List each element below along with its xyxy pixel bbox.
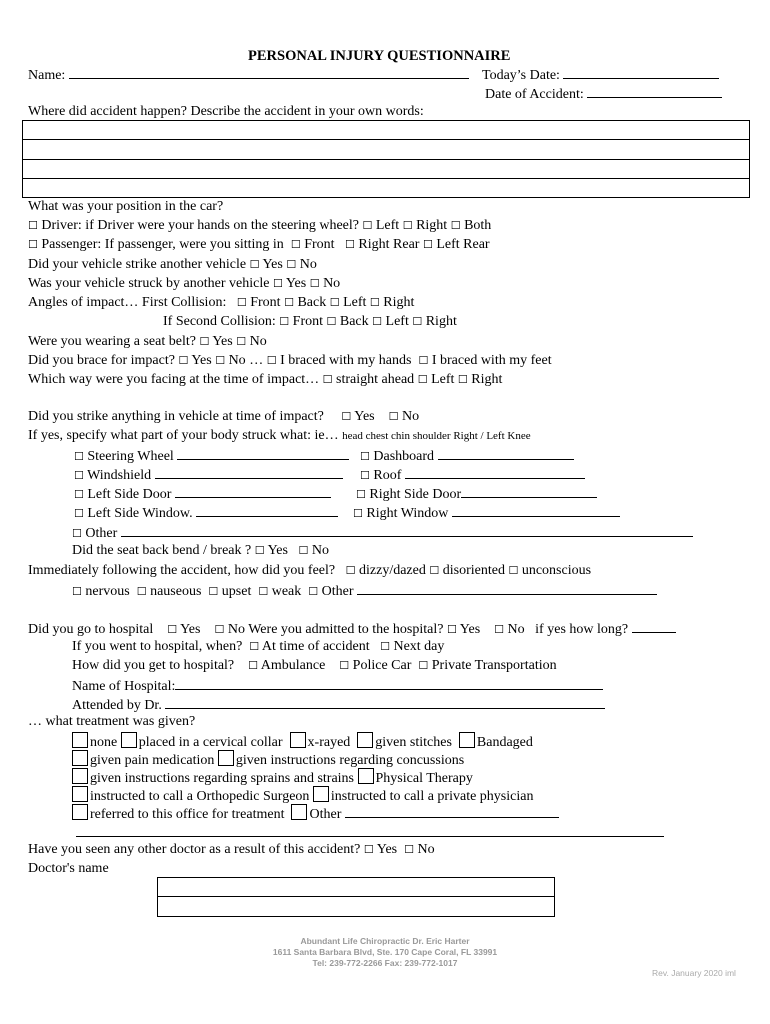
footer-line-2: 1611 Santa Barbara Blvd, Ste. 170 Cape Coral, FL 33991 <box>272 947 498 957</box>
other-item <box>72 524 693 542</box>
facing-label: Which way were you facing at the time of impact… <box>28 372 320 387</box>
body-struck-hint: head chest chin shoulder Right / Left Knee <box>342 430 531 442</box>
no-label: No <box>299 257 317 272</box>
upset-checkbox[interactable]: ☐ <box>208 585 219 598</box>
right-label: Right <box>425 314 457 329</box>
other-treatment-label: Other <box>309 807 342 822</box>
no-label: No <box>249 334 267 349</box>
ambulance-label: Ambulance <box>260 658 326 673</box>
feet-label: I braced with my feet <box>431 353 552 368</box>
left-rear-checkbox[interactable]: ☐ <box>422 238 433 251</box>
first-collision-label: Angles of impact… First Collision: <box>28 295 227 310</box>
pain-med-label: given pain medication <box>90 753 215 768</box>
name-label: Name: <box>28 68 66 83</box>
weak-checkbox[interactable]: ☐ <box>258 585 269 598</box>
left-side-door-checkbox[interactable]: ☐ <box>74 488 84 501</box>
physical-label: Physical Therapy <box>375 771 473 786</box>
accident-date-row <box>485 85 722 103</box>
strike-another-row <box>28 257 317 273</box>
yes-label: Yes <box>180 622 201 637</box>
unconscious-label: unconscious <box>521 563 592 578</box>
no-checkbox[interactable]: ☐ <box>298 544 309 557</box>
page-title: PERSONAL INJURY QUESTIONNAIRE <box>248 48 511 64</box>
yes-checkbox[interactable]: ☐ <box>167 623 178 636</box>
strike-anything-label: Did you strike anything in vehicle at time of impact? <box>28 409 324 424</box>
left-label: Left <box>385 314 409 329</box>
dashboard-field[interactable] <box>438 447 574 460</box>
seat-belt-label: Were you wearing a seat belt? <box>28 334 196 349</box>
straight-checkbox[interactable]: ☐ <box>322 373 333 386</box>
driver-label: Driver: if Driver were your hands on the steering wheel? <box>41 218 359 233</box>
other-label: Other <box>85 526 118 541</box>
both-label: Both <box>464 218 492 233</box>
steering-wheel-item <box>74 447 349 465</box>
dashboard-label: Dashboard <box>373 449 435 464</box>
treatment-row-1 <box>72 732 533 751</box>
front-checkbox[interactable]: ☐ <box>279 315 290 328</box>
second-collision-label: If Second Collision: <box>163 314 276 329</box>
weak-label: weak <box>271 584 302 599</box>
seat-back-row <box>72 543 329 559</box>
right-rear-label: Right Rear <box>358 237 420 252</box>
left-side-door-label: Left Side Door <box>87 487 172 502</box>
treatment-row-4 <box>72 786 533 805</box>
left-side-window-item <box>74 504 338 522</box>
accident-date-field[interactable] <box>587 85 722 98</box>
referred-checkbox[interactable] <box>72 804 88 820</box>
no-checkbox[interactable]: ☐ <box>214 623 225 636</box>
other-doctor-label: Have you seen any other doctor as a result of this accident? <box>28 842 361 857</box>
yes-checkbox[interactable]: ☐ <box>446 623 457 636</box>
yes-checkbox[interactable]: ☐ <box>199 335 210 348</box>
no-label: No <box>311 543 329 558</box>
private-transport-label: Private Transportation <box>431 658 557 673</box>
right-rear-checkbox[interactable]: ☐ <box>345 238 355 251</box>
how-long-field[interactable] <box>632 620 676 633</box>
no-label: No <box>323 276 341 291</box>
treatment-row-3 <box>72 768 473 787</box>
roof-label: Roof <box>373 468 402 483</box>
facing-row <box>28 372 502 388</box>
disoriented-checkbox[interactable]: ☐ <box>429 564 440 577</box>
other-treatment-checkbox[interactable] <box>291 804 307 820</box>
passenger-checkbox[interactable]: ☐ <box>28 238 38 251</box>
strike-anything-row <box>28 409 419 425</box>
left-rear-label: Left Rear <box>436 237 490 252</box>
left-side-door-item <box>74 485 331 503</box>
sprains-label: given instructions regarding sprains and strains <box>90 771 355 786</box>
driver-row <box>28 218 491 234</box>
referred-label: referred to this office for treatment <box>90 807 285 822</box>
pain-med-checkbox[interactable] <box>72 750 88 766</box>
right-window-item <box>353 504 620 522</box>
at-time-label: At time of accident <box>261 639 370 654</box>
yes-label: Yes <box>459 622 481 637</box>
no-label: No <box>417 842 435 857</box>
steering-wheel-label: Steering Wheel <box>87 449 174 464</box>
seat-back-label: Did the seat back bend / break ? <box>72 543 252 558</box>
right-label: Right <box>416 218 448 233</box>
dizzy-checkbox[interactable]: ☐ <box>345 564 356 577</box>
back-label: Back <box>339 314 369 329</box>
other-doctor-row <box>28 842 435 858</box>
yes-label: Yes <box>376 842 398 857</box>
yes-label: Yes <box>285 276 307 291</box>
attended-row <box>72 696 605 714</box>
nervous-label: nervous <box>85 584 130 599</box>
accident-date-label: Date of Accident: <box>485 87 584 102</box>
left-side-window-field[interactable] <box>196 504 338 517</box>
straight-label: straight ahead <box>336 372 415 387</box>
windshield-label: Windshield <box>87 468 152 483</box>
front-label: Front <box>292 314 323 329</box>
right-checkbox[interactable]: ☐ <box>412 315 423 328</box>
how-long-label: if yes how long? <box>535 622 629 637</box>
hospital-name-row <box>72 677 603 695</box>
right-checkbox[interactable]: ☐ <box>457 373 468 386</box>
yes-checkbox[interactable]: ☐ <box>272 277 283 290</box>
steering-wheel-checkbox[interactable]: ☐ <box>74 450 84 463</box>
dizzy-label: dizzy/dazed <box>359 563 426 578</box>
yes-checkbox[interactable]: ☐ <box>363 843 374 856</box>
collar-label: placed in a cervical collar <box>138 735 283 750</box>
seat-belt-row <box>28 334 267 350</box>
yes-checkbox[interactable]: ☐ <box>341 410 352 423</box>
no-checkbox[interactable]: ☐ <box>236 335 247 348</box>
front-label: Front <box>250 295 281 310</box>
struck-by-label: Was your vehicle struck by another vehicle <box>28 276 270 291</box>
sprains-checkbox[interactable] <box>72 768 88 784</box>
no-label: No <box>507 622 525 637</box>
left-checkbox[interactable]: ☐ <box>362 219 373 232</box>
dashboard-item <box>360 447 574 465</box>
no-checkbox[interactable]: ☐ <box>404 843 414 856</box>
bandaged-label: Bandaged <box>476 735 533 750</box>
dashboard-checkbox[interactable]: ☐ <box>360 450 370 463</box>
windshield-checkbox[interactable]: ☐ <box>74 469 84 482</box>
right-side-door-label: Right Side Door <box>369 487 462 502</box>
ortho-checkbox[interactable] <box>72 786 88 802</box>
footer-line-3: Tel: 239-772-2266 Fax: 239-772-1017 <box>312 958 458 968</box>
yes-label: Yes <box>267 543 288 558</box>
next-day-label: Next day <box>393 639 445 654</box>
name-row <box>28 66 469 84</box>
feel-row <box>28 563 591 579</box>
front-checkbox[interactable]: ☐ <box>290 238 301 251</box>
none-label: none <box>90 735 118 750</box>
no-label: No <box>228 353 246 368</box>
right-side-door-item <box>356 485 597 503</box>
no-checkbox[interactable]: ☐ <box>215 354 226 367</box>
back-checkbox[interactable]: ☐ <box>284 296 294 309</box>
left-side-door-field[interactable] <box>175 485 331 498</box>
hospital-row <box>28 620 676 638</box>
disoriented-label: disoriented <box>442 563 505 578</box>
right-checkbox[interactable]: ☐ <box>402 219 413 232</box>
right-checkbox[interactable]: ☐ <box>369 296 380 309</box>
hands-label: I braced with my hands <box>280 353 412 368</box>
other-field[interactable] <box>121 524 693 537</box>
other-feel-field[interactable] <box>357 582 657 595</box>
collar-checkbox[interactable] <box>121 732 137 748</box>
none-checkbox[interactable] <box>72 732 88 748</box>
concussions-checkbox[interactable] <box>218 750 234 766</box>
name-field[interactable] <box>69 66 469 79</box>
doctors-name-box[interactable] <box>157 877 555 917</box>
brace-label: Did you brace for impact? <box>28 353 175 368</box>
describe-label: Where did accident happen? Describe the accident in your own words: <box>28 104 424 119</box>
right-side-door-field[interactable] <box>461 485 597 498</box>
private-transport-checkbox[interactable]: ☐ <box>418 659 429 672</box>
roof-item <box>360 466 585 484</box>
footer-line-1: Abundant Life Chiropractic Dr. Eric Harter <box>300 936 470 946</box>
today-date-field[interactable] <box>563 66 719 79</box>
description-line <box>23 178 749 179</box>
bandaged-checkbox[interactable] <box>459 732 475 748</box>
left-label: Left <box>343 295 367 310</box>
left-label: Left <box>375 218 400 233</box>
driver-checkbox[interactable]: ☐ <box>28 219 38 232</box>
roof-field[interactable] <box>405 466 585 479</box>
xrayed-label: x-rayed <box>307 735 351 750</box>
treatment-row-5 <box>72 804 559 823</box>
today-label: Today’s Date: <box>482 68 560 83</box>
doctors-name-label: Doctor's name <box>28 861 109 876</box>
today-row <box>482 66 719 84</box>
hospital-name-field[interactable] <box>175 677 603 690</box>
ambulance-checkbox[interactable]: ☐ <box>248 659 259 672</box>
private-physician-checkbox[interactable] <box>313 786 329 802</box>
treatment-question: … what treatment was given? <box>28 714 196 729</box>
how-get-row <box>72 658 557 674</box>
yes-label: Yes <box>354 409 375 424</box>
yes-checkbox[interactable]: ☐ <box>178 354 189 367</box>
no-checkbox[interactable]: ☐ <box>388 410 399 423</box>
front-label: Front <box>304 237 335 252</box>
position-question: What was your position in the car? <box>28 199 224 214</box>
description-box[interactable] <box>22 120 750 198</box>
when-row <box>72 639 444 655</box>
left-checkbox[interactable]: ☐ <box>372 315 383 328</box>
no-label: No <box>227 622 245 637</box>
attended-field[interactable] <box>165 696 605 709</box>
passenger-row <box>28 237 490 253</box>
right-window-label: Right Window <box>366 506 449 521</box>
left-label: Left <box>431 372 455 387</box>
left-side-window-checkbox[interactable]: ☐ <box>74 507 84 520</box>
left-checkbox[interactable]: ☐ <box>329 296 340 309</box>
private-physician-label: instructed to call a private physician <box>330 789 534 804</box>
xrayed-checkbox[interactable] <box>290 732 306 748</box>
roof-checkbox[interactable]: ☐ <box>360 469 370 482</box>
hospital-label: Did you go to hospital <box>28 622 154 637</box>
yes-label: Yes <box>262 257 283 272</box>
stitches-label: given stitches <box>375 735 452 750</box>
treatment-row-2 <box>72 750 464 769</box>
separator: … <box>249 353 264 368</box>
body-struck-label: If yes, specify what part of your body struck what: ie… <box>28 428 339 443</box>
hands-checkbox[interactable]: ☐ <box>266 354 277 367</box>
how-get-label: How did you get to hospital? <box>72 658 235 673</box>
brace-row <box>28 353 552 369</box>
yes-checkbox[interactable]: ☐ <box>249 258 260 271</box>
back-checkbox[interactable]: ☐ <box>326 315 337 328</box>
ortho-label: instructed to call a Orthopedic Surgeon <box>90 789 310 804</box>
windshield-item <box>74 466 343 484</box>
yes-label: Yes <box>212 334 233 349</box>
right-side-door-checkbox[interactable]: ☐ <box>356 488 366 501</box>
both-checkbox[interactable]: ☐ <box>450 219 461 232</box>
at-time-checkbox[interactable]: ☐ <box>249 640 260 653</box>
stitches-checkbox[interactable] <box>357 732 373 748</box>
when-label: If you went to hospital, when? <box>72 639 243 654</box>
police-car-label: Police Car <box>352 658 412 673</box>
other-feel-label: Other <box>321 584 354 599</box>
feet-checkbox[interactable]: ☐ <box>418 354 429 367</box>
no-checkbox[interactable]: ☐ <box>309 277 320 290</box>
no-checkbox[interactable]: ☐ <box>494 623 505 636</box>
other-treatment-field[interactable] <box>345 805 559 818</box>
upset-label: upset <box>221 584 252 599</box>
treatment-extra-line[interactable] <box>76 836 664 837</box>
unconscious-checkbox[interactable]: ☐ <box>508 564 519 577</box>
back-label: Back <box>297 295 327 310</box>
body-struck-row <box>28 428 531 444</box>
nauseous-checkbox[interactable]: ☐ <box>136 585 147 598</box>
feel-label: Immediately following the accident, how did you feel? <box>28 563 336 578</box>
yes-checkbox[interactable]: ☐ <box>254 544 265 557</box>
first-collision-row <box>28 295 414 311</box>
right-label: Right <box>471 372 503 387</box>
other-checkbox[interactable]: ☐ <box>72 527 82 540</box>
hospital-name-label: Name of Hospital: <box>72 679 176 694</box>
doctors-name-line <box>158 896 554 897</box>
next-day-checkbox[interactable]: ☐ <box>380 640 390 653</box>
yes-label: Yes <box>191 353 212 368</box>
concussions-label: given instructions regarding concussions <box>235 753 465 768</box>
feel-row-2 <box>72 582 657 600</box>
police-car-checkbox[interactable]: ☐ <box>339 659 350 672</box>
front-checkbox[interactable]: ☐ <box>236 296 247 309</box>
admitted-label: Were you admitted to the hospital? <box>248 622 444 637</box>
no-label: No <box>401 409 420 424</box>
strike-another-label: Did your vehicle strike another vehicle <box>28 257 247 272</box>
description-line <box>23 139 749 140</box>
physical-checkbox[interactable] <box>358 768 374 784</box>
revision-note: Rev. January 2020 iml <box>652 968 736 978</box>
attended-label: Attended by Dr. <box>72 698 162 713</box>
passenger-label: Passenger: If passenger, were you sitting in <box>41 237 284 252</box>
struck-by-row <box>28 276 340 292</box>
left-side-window-label: Left Side Window. <box>87 506 193 521</box>
right-label: Right <box>383 295 415 310</box>
nauseous-label: nauseous <box>150 584 202 599</box>
windshield-field[interactable] <box>155 466 343 479</box>
no-checkbox[interactable]: ☐ <box>286 258 297 271</box>
left-checkbox[interactable]: ☐ <box>417 373 428 386</box>
nervous-checkbox[interactable]: ☐ <box>72 585 82 598</box>
steering-wheel-field[interactable] <box>177 447 349 460</box>
right-window-field[interactable] <box>452 504 620 517</box>
description-line <box>23 159 749 160</box>
other-feel-checkbox[interactable]: ☐ <box>308 585 319 598</box>
right-window-checkbox[interactable]: ☐ <box>353 507 363 520</box>
second-collision-row <box>163 314 457 330</box>
